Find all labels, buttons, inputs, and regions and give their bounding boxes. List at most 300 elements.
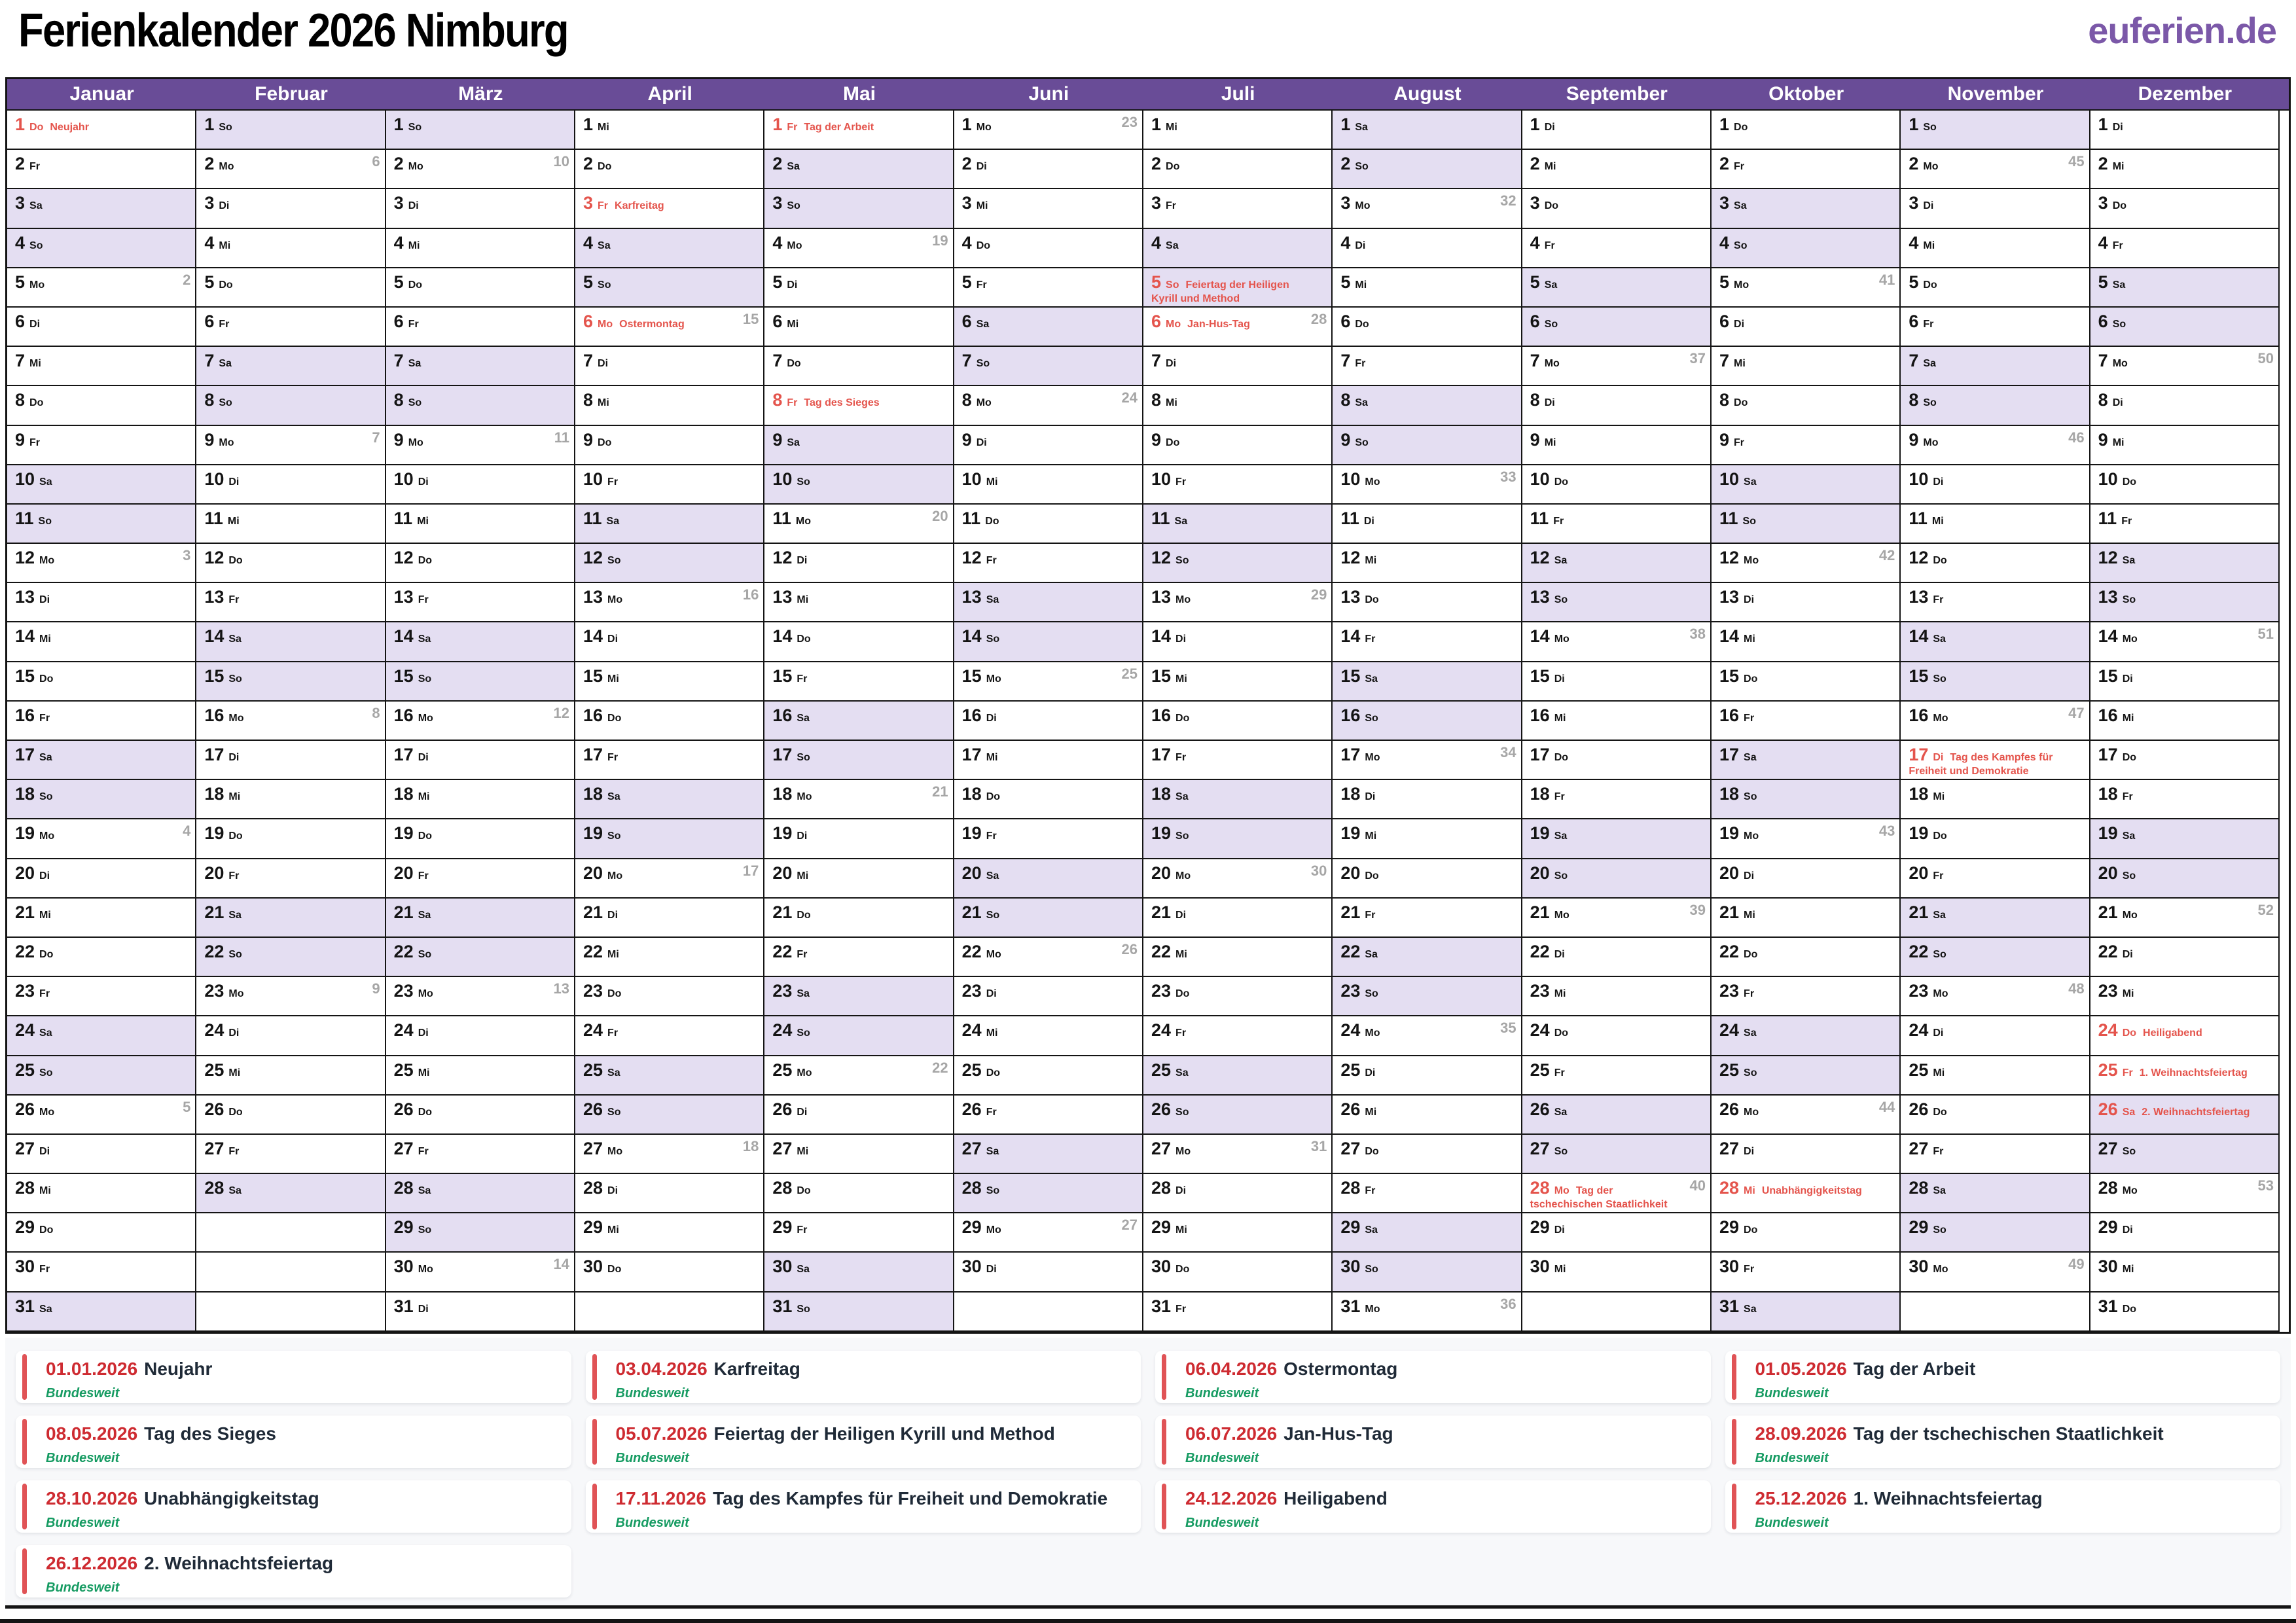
day-number: 28 bbox=[2098, 1178, 2118, 1198]
day-cell-text bbox=[583, 389, 738, 410]
day-cell-11-27 bbox=[1901, 1135, 2089, 1174]
month-header-11: November bbox=[1947, 83, 2044, 105]
day-cell-text bbox=[15, 1177, 170, 1198]
day-cell-3-27 bbox=[386, 1135, 574, 1174]
day-number: 19 bbox=[961, 823, 982, 844]
day-cell-1-26 bbox=[7, 1096, 195, 1135]
weekday-label: Fr bbox=[1365, 633, 1376, 645]
day-cell-1-27 bbox=[7, 1135, 195, 1174]
day-number: 24 bbox=[15, 1020, 35, 1041]
legend-date: 26.12.2026 bbox=[46, 1553, 138, 1573]
weekday-label: Di bbox=[1175, 909, 1187, 921]
weekday-label: Fr bbox=[598, 200, 609, 212]
day-cell-10-20 bbox=[1712, 859, 1899, 899]
day-cell-text bbox=[962, 823, 1117, 844]
legend-scope: Bundesweit bbox=[46, 1516, 120, 1530]
legend-scope: Bundesweit bbox=[1185, 1386, 1259, 1400]
weekday-label: Mo bbox=[1744, 830, 1759, 842]
day-number: 19 bbox=[1909, 823, 1929, 844]
day-cell-7-23 bbox=[1143, 977, 1331, 1016]
day-cell-text bbox=[2098, 902, 2253, 923]
week-number: 3 bbox=[183, 547, 191, 564]
weekday-label: Di bbox=[2112, 122, 2123, 133]
day-number: 20 bbox=[1719, 863, 1740, 883]
weekday-label: Sa bbox=[1175, 791, 1189, 803]
weekday-label: Mo bbox=[976, 397, 992, 409]
legend-date: 03.04.2026 bbox=[615, 1359, 708, 1379]
day-number: 21 bbox=[15, 902, 35, 922]
day-cell-text bbox=[1530, 1099, 1685, 1120]
weekday-label: Mi bbox=[228, 791, 241, 803]
day-cell-text bbox=[1719, 508, 1874, 529]
day-number: 31 bbox=[1151, 1296, 1172, 1316]
day-cell-5-3 bbox=[764, 189, 952, 228]
day-number: 13 bbox=[393, 587, 414, 607]
weekday-label: Fr bbox=[1554, 791, 1565, 803]
day-cell-12-7 bbox=[2090, 347, 2278, 386]
day-cell-6-28 bbox=[954, 1174, 1142, 1213]
day-number: 14 bbox=[393, 626, 414, 647]
weekday-label: Do bbox=[2122, 476, 2137, 488]
day-cell-9-5 bbox=[1522, 268, 1710, 308]
day-number: 17 bbox=[1340, 745, 1361, 764]
day-cell-text bbox=[1530, 1256, 1685, 1277]
day-cell-12-13 bbox=[2090, 583, 2278, 622]
day-cell-text bbox=[1340, 272, 1496, 293]
day-cell-7-16 bbox=[1143, 702, 1331, 741]
day-cell-text bbox=[1530, 980, 1685, 1001]
weekday-label: Mi bbox=[2112, 161, 2125, 173]
day-number: 26 bbox=[961, 1099, 982, 1119]
day-cell-text bbox=[2098, 114, 2253, 135]
day-cell-text bbox=[204, 508, 359, 529]
weekday-label: Do bbox=[787, 358, 801, 370]
day-cell-text bbox=[772, 469, 927, 490]
day-cell-4-30 bbox=[575, 1253, 763, 1292]
weekday-label: So bbox=[39, 791, 53, 803]
day-cell-text bbox=[1340, 1217, 1496, 1238]
weekday-label: So bbox=[1923, 397, 1937, 409]
weekday-label: Di bbox=[1365, 791, 1376, 803]
day-number: 12 bbox=[1530, 548, 1550, 568]
day-number: 9 bbox=[393, 429, 404, 450]
day-cell-text bbox=[772, 153, 927, 174]
day-number: 29 bbox=[1151, 1217, 1172, 1238]
day-cell-3-13 bbox=[386, 583, 574, 622]
day-number: 16 bbox=[1151, 705, 1172, 725]
day-number: 13 bbox=[1909, 587, 1929, 607]
day-cell-text bbox=[394, 1217, 549, 1238]
day-cell-text bbox=[1340, 902, 1496, 923]
weekday-label: Di bbox=[1544, 122, 1555, 133]
day-cell-text bbox=[1719, 1256, 1874, 1277]
day-cell-8-13 bbox=[1333, 583, 1520, 622]
day-cell-1-25 bbox=[7, 1056, 195, 1096]
day-cell-2-25 bbox=[196, 1056, 384, 1096]
day-cell-text bbox=[394, 902, 549, 923]
day-cell-text bbox=[1530, 1177, 1685, 1211]
day-cell-4-1 bbox=[575, 111, 763, 150]
legend-holiday-name: Unabhängigkeitstag bbox=[144, 1488, 319, 1508]
weekday-label: Do bbox=[797, 909, 811, 921]
weekday-label: So bbox=[29, 240, 43, 251]
day-cell-text bbox=[2098, 980, 2253, 1001]
day-cell-6-11 bbox=[954, 505, 1142, 544]
weekday-label: Do bbox=[418, 1106, 433, 1118]
day-number: 1 bbox=[204, 115, 215, 134]
day-cell-text bbox=[1340, 389, 1496, 410]
day-cell-1-11 bbox=[7, 505, 195, 544]
day-number: 12 bbox=[1719, 548, 1740, 568]
day-number: 10 bbox=[1530, 469, 1550, 489]
weekday-label: Fr bbox=[1744, 712, 1755, 724]
week-number: 34 bbox=[1500, 744, 1516, 760]
weekday-label: Fr bbox=[418, 594, 429, 606]
day-cell-11-9 bbox=[1901, 426, 2089, 465]
day-cell-text bbox=[1530, 114, 1685, 135]
weekday-label: Di bbox=[1175, 633, 1187, 645]
day-number: 16 bbox=[772, 705, 793, 725]
day-cell-12-16 bbox=[2090, 702, 2278, 741]
legend-holiday-name: 1. Weihnachtsfeiertag bbox=[1853, 1488, 2043, 1508]
month-header-row bbox=[7, 79, 2289, 111]
day-cell-text bbox=[962, 469, 1117, 490]
day-cell-2-19 bbox=[196, 819, 384, 859]
day-cell-1-6 bbox=[7, 308, 195, 347]
day-cell-text bbox=[15, 1256, 170, 1277]
day-cell-text bbox=[204, 350, 359, 371]
weekday-label: Mi bbox=[1175, 1224, 1187, 1236]
day-number: 14 bbox=[1909, 626, 1929, 647]
day-cell-text bbox=[1909, 1217, 2064, 1238]
weekday-label: So bbox=[986, 1185, 1000, 1197]
weekday-label: Do bbox=[228, 555, 243, 567]
day-cell-text bbox=[772, 114, 927, 135]
weekday-label: So bbox=[2122, 870, 2136, 882]
day-cell-text bbox=[962, 114, 1117, 135]
day-cell-text bbox=[1719, 586, 1874, 607]
legend-holiday-name: Heiligabend bbox=[1283, 1488, 1388, 1508]
day-cell-text bbox=[962, 1138, 1117, 1159]
weekday-label: Do bbox=[1175, 1264, 1190, 1275]
day-number: 3 bbox=[772, 193, 783, 213]
weekday-label: So bbox=[787, 200, 800, 212]
day-number: 18 bbox=[1340, 784, 1361, 804]
day-number: 13 bbox=[1719, 587, 1740, 607]
day-cell-9-24 bbox=[1522, 1016, 1710, 1056]
day-cell-3-8 bbox=[386, 386, 574, 425]
day-cell-text bbox=[1719, 192, 1874, 213]
weekday-label: So bbox=[986, 909, 1000, 921]
day-cell-text bbox=[1151, 1060, 1306, 1080]
day-cell-9-1 bbox=[1522, 111, 1710, 150]
day-cell-5-5 bbox=[764, 268, 952, 308]
weekday-label: Mi bbox=[1933, 791, 1945, 803]
day-cell-text bbox=[1340, 823, 1496, 844]
day-number: 26 bbox=[1530, 1099, 1550, 1119]
day-number: 11 bbox=[583, 508, 602, 528]
day-number: 15 bbox=[961, 666, 982, 686]
weekday-label: Mi bbox=[418, 791, 430, 803]
week-number: 37 bbox=[1689, 350, 1706, 367]
day-cell-text bbox=[2098, 1256, 2253, 1277]
day-cell-6-12 bbox=[954, 544, 1142, 583]
weekday-label: Fr bbox=[1175, 752, 1187, 763]
day-cell-text bbox=[583, 863, 738, 883]
day-cell-text bbox=[15, 192, 170, 213]
day-number: 29 bbox=[2098, 1217, 2118, 1238]
day-cell-text bbox=[583, 272, 738, 293]
day-number: 2 bbox=[15, 154, 26, 174]
day-cell-3-19 bbox=[386, 819, 574, 859]
holiday-label: Tag des Sieges bbox=[804, 397, 880, 409]
day-number: 8 bbox=[772, 390, 783, 410]
day-cell-11-6 bbox=[1901, 308, 2089, 347]
weekday-label: So bbox=[418, 1224, 432, 1236]
holiday-label: Jan-Hus-Tag bbox=[1187, 318, 1250, 330]
day-cell-7-25 bbox=[1143, 1056, 1331, 1096]
day-number: 28 bbox=[1530, 1178, 1550, 1198]
weekday-label: Di bbox=[986, 712, 997, 724]
day-cell-text bbox=[772, 547, 927, 568]
day-number: 6 bbox=[1909, 311, 1919, 331]
weekday-label: Di bbox=[1554, 948, 1565, 960]
week-number: 25 bbox=[1121, 665, 1138, 682]
day-cell-text bbox=[583, 626, 738, 647]
legend-item-12 bbox=[1725, 1480, 2281, 1533]
weekday-label: So bbox=[1365, 1264, 1378, 1275]
day-number: 25 bbox=[1340, 1060, 1361, 1080]
day-cell-1-28 bbox=[7, 1174, 195, 1213]
day-cell-text bbox=[394, 1256, 549, 1277]
day-cell-text bbox=[1340, 311, 1496, 332]
day-cell-2-2 bbox=[196, 150, 384, 189]
day-cell-8-15 bbox=[1333, 662, 1520, 702]
day-cell-12-25 bbox=[2090, 1056, 2278, 1096]
day-number: 4 bbox=[2098, 232, 2108, 253]
day-cell-4-13 bbox=[575, 583, 763, 622]
weekday-label: Sa bbox=[986, 1145, 999, 1157]
weekday-label: Mo bbox=[1744, 1106, 1759, 1118]
day-number: 27 bbox=[2098, 1138, 2118, 1158]
day-number: 28 bbox=[961, 1178, 982, 1198]
month-column-12 bbox=[2090, 111, 2280, 1332]
day-cell-8-1 bbox=[1333, 111, 1520, 150]
day-cell-4-14 bbox=[575, 622, 763, 662]
week-number: 33 bbox=[1500, 468, 1516, 485]
holiday-label: 2. Weihnachtsfeiertag bbox=[2142, 1106, 2250, 1118]
day-cell-8-29 bbox=[1333, 1213, 1520, 1253]
weekday-label: Do bbox=[1554, 476, 1569, 488]
day-cell-text bbox=[1530, 902, 1685, 923]
day-number: 10 bbox=[2098, 469, 2118, 489]
day-cell-text bbox=[1530, 626, 1685, 647]
day-number: 29 bbox=[772, 1217, 793, 1238]
day-number: 20 bbox=[15, 863, 35, 883]
day-number: 12 bbox=[1340, 548, 1361, 568]
weekday-label: Sa bbox=[1744, 1027, 1757, 1039]
day-cell-text bbox=[583, 153, 738, 174]
day-cell-1-7 bbox=[7, 347, 195, 386]
weekday-label: Sa bbox=[598, 240, 611, 251]
weekday-label: Mi bbox=[417, 515, 429, 527]
day-number: 24 bbox=[1151, 1020, 1172, 1041]
empty-cell bbox=[954, 1293, 1142, 1332]
day-cell-8-17 bbox=[1333, 741, 1520, 780]
day-number: 14 bbox=[1530, 626, 1550, 647]
weekday-label: Sa bbox=[1554, 830, 1568, 842]
day-number: 27 bbox=[1530, 1138, 1550, 1158]
legend-item-13 bbox=[16, 1545, 571, 1597]
day-number: 13 bbox=[583, 587, 603, 607]
day-cell-9-22 bbox=[1522, 938, 1710, 977]
weekday-label: Sa bbox=[408, 358, 422, 370]
day-cell-text bbox=[772, 311, 927, 332]
weekday-label: Di bbox=[228, 1027, 240, 1039]
day-number: 6 bbox=[204, 311, 215, 331]
day-cell-8-18 bbox=[1333, 780, 1520, 819]
day-number: 22 bbox=[1151, 941, 1172, 961]
day-cell-text bbox=[394, 114, 549, 135]
day-cell-11-13 bbox=[1901, 583, 2089, 622]
weekday-label: Do bbox=[418, 830, 433, 842]
day-cell-3-6 bbox=[386, 308, 574, 347]
day-cell-8-2 bbox=[1333, 150, 1520, 189]
day-number: 27 bbox=[961, 1138, 982, 1158]
day-cell-text bbox=[1151, 350, 1306, 371]
day-cell-text bbox=[1909, 941, 2064, 962]
day-cell-3-12 bbox=[386, 544, 574, 583]
day-number: 4 bbox=[1909, 232, 1919, 253]
day-number: 4 bbox=[204, 232, 215, 253]
day-cell-text bbox=[1719, 1138, 1874, 1159]
day-cell-9-8 bbox=[1522, 386, 1710, 425]
weekday-label: Di bbox=[228, 476, 240, 488]
week-number: 5 bbox=[183, 1098, 191, 1115]
legend-date: 25.12.2026 bbox=[1755, 1488, 1847, 1508]
day-number: 8 bbox=[15, 390, 26, 410]
day-number: 15 bbox=[15, 666, 35, 686]
weekday-label: Mo bbox=[408, 437, 423, 448]
day-cell-text bbox=[394, 429, 549, 450]
weekday-label: Do bbox=[2122, 1027, 2137, 1039]
day-cell-5-8 bbox=[764, 386, 952, 425]
day-number: 22 bbox=[204, 941, 224, 961]
day-cell-3-24 bbox=[386, 1016, 574, 1056]
weekday-label: Di bbox=[418, 1303, 429, 1315]
day-cell-text bbox=[394, 666, 549, 687]
day-cell-text bbox=[2098, 192, 2253, 213]
day-number: 7 bbox=[772, 351, 783, 371]
day-cell-text bbox=[204, 626, 359, 647]
day-cell-text bbox=[583, 1138, 738, 1159]
day-cell-6-26 bbox=[954, 1096, 1142, 1135]
day-number: 6 bbox=[1340, 311, 1351, 331]
day-cell-text bbox=[962, 941, 1117, 962]
day-cell-5-9 bbox=[764, 426, 952, 465]
weekday-label: Mi bbox=[797, 1145, 809, 1157]
day-cell-text bbox=[962, 1256, 1117, 1277]
day-cell-text bbox=[962, 1060, 1117, 1080]
day-cell-11-21 bbox=[1901, 899, 2089, 938]
day-number: 4 bbox=[583, 232, 594, 253]
weekday-label: Mi bbox=[1744, 1185, 1755, 1197]
legend-red-bar bbox=[1732, 1354, 1736, 1400]
day-number: 11 bbox=[1530, 508, 1549, 528]
day-cell-text bbox=[394, 232, 549, 253]
weekday-label: So bbox=[1742, 515, 1756, 527]
day-cell-6-23 bbox=[954, 977, 1142, 1016]
week-number: 39 bbox=[1689, 901, 1706, 918]
weekday-label: Sa bbox=[228, 1185, 242, 1197]
day-cell-text bbox=[1909, 114, 2064, 135]
day-cell-text bbox=[1909, 783, 2064, 804]
weekday-label: So bbox=[1355, 437, 1369, 448]
day-cell-1-24 bbox=[7, 1016, 195, 1056]
day-cell-text bbox=[1530, 508, 1685, 529]
empty-cell bbox=[196, 1293, 384, 1332]
day-cell-text bbox=[204, 980, 359, 1001]
day-cell-3-28 bbox=[386, 1174, 574, 1213]
weekday-label: Fr bbox=[1355, 358, 1366, 370]
month-header-12: Dezember bbox=[2138, 83, 2233, 105]
week-number: 35 bbox=[1500, 1020, 1516, 1037]
day-number: 6 bbox=[2098, 311, 2108, 331]
weekday-label: Di bbox=[29, 318, 41, 330]
day-number: 11 bbox=[1719, 508, 1738, 528]
weekday-label: Do bbox=[408, 279, 423, 291]
legend-item-7 bbox=[1155, 1416, 1711, 1468]
weekday-label: So bbox=[228, 948, 242, 960]
weekday-label: Do bbox=[1554, 752, 1569, 763]
day-number: 1 bbox=[2098, 115, 2108, 134]
day-cell-text bbox=[962, 350, 1117, 371]
weekday-label: Fr bbox=[1554, 1067, 1565, 1079]
day-cell-8-16 bbox=[1333, 702, 1520, 741]
day-number: 16 bbox=[1719, 705, 1740, 725]
day-cell-text bbox=[1151, 272, 1306, 306]
day-number: 21 bbox=[204, 902, 224, 922]
day-cell-text bbox=[1151, 705, 1306, 726]
day-cell-6-14 bbox=[954, 622, 1142, 662]
weekday-label: Sa bbox=[797, 712, 810, 724]
day-cell-12-6 bbox=[2090, 308, 2278, 347]
day-cell-text bbox=[2098, 272, 2253, 293]
day-cell-10-29 bbox=[1712, 1213, 1899, 1253]
day-cell-6-22 bbox=[954, 938, 1142, 977]
legend-red-bar bbox=[1162, 1354, 1166, 1400]
day-cell-text bbox=[1530, 666, 1685, 687]
day-cell-text bbox=[204, 705, 359, 726]
day-cell-12-8 bbox=[2090, 386, 2278, 425]
day-number: 8 bbox=[1719, 390, 1730, 410]
day-cell-3-9 bbox=[386, 426, 574, 465]
day-cell-text bbox=[583, 1217, 738, 1238]
week-number: 41 bbox=[1878, 271, 1895, 288]
day-number: 13 bbox=[961, 587, 982, 607]
day-cell-7-17 bbox=[1143, 741, 1331, 780]
day-number: 14 bbox=[1719, 626, 1740, 647]
weekday-label: So bbox=[418, 948, 432, 960]
month-header-3: März bbox=[458, 83, 503, 105]
legend-item-5 bbox=[16, 1416, 571, 1468]
day-cell-text bbox=[1719, 153, 1874, 174]
day-cell-text bbox=[772, 626, 927, 647]
day-cell-3-14 bbox=[386, 622, 574, 662]
day-cell-6-16 bbox=[954, 702, 1142, 741]
day-cell-12-14 bbox=[2090, 622, 2278, 662]
holiday-label: Feiertag der Heiligen Kyrill und Method bbox=[1151, 279, 1289, 305]
